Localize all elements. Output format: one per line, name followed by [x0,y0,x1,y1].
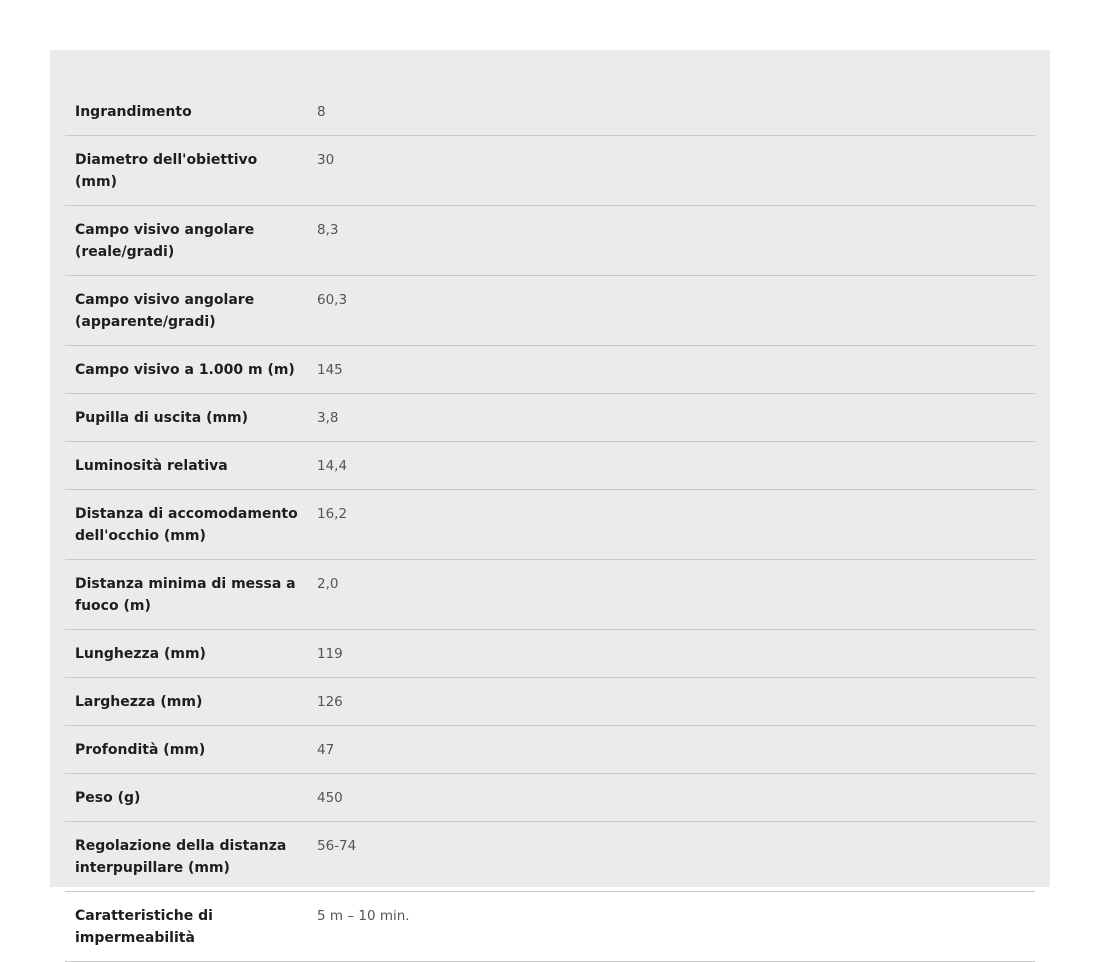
spec-label: Regolazione della distanza interpupillare (mm) [65,822,308,892]
spec-row-real-field-of-view [65,206,1035,276]
spec-label: Caratteristiche di impermeabilità [65,892,308,962]
spec-row-length [65,630,1035,678]
spec-label: Diametro dell'obiettivo (mm) [65,136,308,206]
spec-row-magnification [65,88,1035,136]
spec-label: Campo visivo a 1.000 m (m) [65,346,308,394]
spec-row-waterproofing [65,892,1035,962]
spec-value: 2,0 [308,560,1035,630]
spec-row-close-focus-distance [65,560,1035,630]
spec-row-depth [65,726,1035,774]
specifications-panel [50,50,1050,946]
spec-label: Ingrandimento [65,88,308,136]
spec-row-weight [65,774,1035,822]
spec-label: Profondità (mm) [65,726,308,774]
spec-value: 47 [308,726,1035,774]
spec-row-objective-diameter [65,136,1035,206]
spec-value: 56-74 [308,822,1035,892]
spec-row-exit-pupil [65,394,1035,442]
spec-value: 8,3 [308,206,1035,276]
spec-value: 450 [308,774,1035,822]
spec-label: Larghezza (mm) [65,678,308,726]
spec-value: 5 m – 10 min. [308,892,1035,962]
spec-row-width [65,678,1035,726]
spec-label: Distanza minima di messa a fuoco (m) [65,560,308,630]
spec-label: Campo visivo angolare (reale/gradi) [65,206,308,276]
spec-value: 60,3 [308,276,1035,346]
spec-label: Luminosità relativa [65,442,308,490]
spec-label: Lunghezza (mm) [65,630,308,678]
spec-value: 14,4 [308,442,1035,490]
spec-label: Peso (g) [65,774,308,822]
spec-value: 145 [308,346,1035,394]
spec-label: Pupilla di uscita (mm) [65,394,308,442]
spec-value: 8 [308,88,1035,136]
spec-row-apparent-field-of-view [65,276,1035,346]
spec-row-eye-relief [65,490,1035,560]
spec-label: Distanza di accomodamento dell'occhio (mm) [65,490,308,560]
spec-row-interpupillary-distance [65,822,1035,892]
spec-value: 16,2 [308,490,1035,560]
spec-row-relative-brightness [65,442,1035,490]
spec-value: 119 [308,630,1035,678]
spec-value: 30 [308,136,1035,206]
spec-value: 126 [308,678,1035,726]
spec-label: Campo visivo angolare (apparente/gradi) [65,276,308,346]
spec-value: 3,8 [308,394,1035,442]
spec-row-field-of-view-at-1000m [65,346,1035,394]
specifications-table [65,88,1035,962]
